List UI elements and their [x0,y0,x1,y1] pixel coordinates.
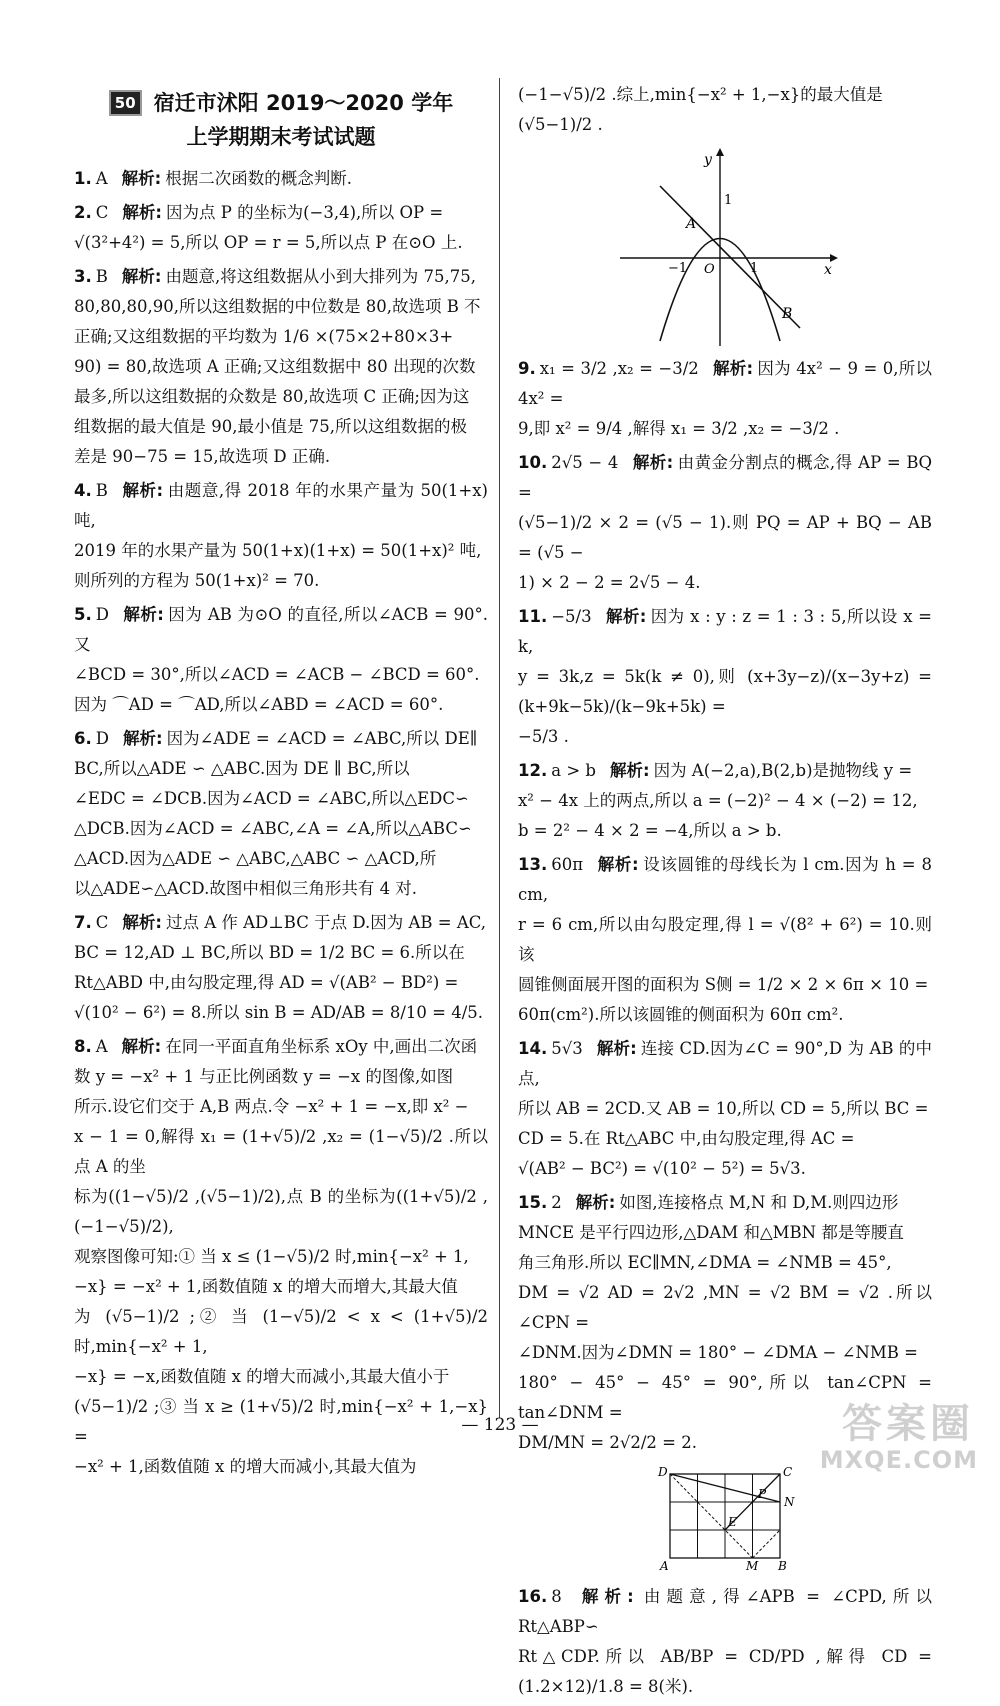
watermark-text-2: MXQE.COM [819,1446,978,1474]
answer-choice: a > b [551,761,596,780]
explanation-line: BC = 12,AD ⊥ BC,所以 BD = 1/2 BC = 6.所以在 [74,943,465,962]
explanation-line: (−1−√5)/2 .综上,min{−x² + 1,−x}的最大值是 (√5−1)/2 . [518,85,883,134]
question-number: 13. [518,855,548,874]
explanation-line: 1) × 2 − 2 = 2√5 − 4. [518,573,701,592]
explanation-line: 由题意,得∠APB = ∠CPD,所以 Rt△ABP∽ [518,1587,932,1636]
answer-choice: 2 [551,1193,562,1212]
explanation-line: −x} = −x² + 1,函数值随 x 的增大而增大,其最大值 [74,1277,458,1296]
explanation-line: 过点 A 作 AD⊥BC 于点 D.因为 AB = AC, [165,913,487,932]
jiexi-label: 解析: [609,761,650,780]
explanation-line: 因为∠ADE = ∠ACD = ∠ABC,所以 DE∥ [166,729,478,748]
explanation-line: √(AB² − BC²) = √(10² − 5²) = 5√3. [518,1159,806,1178]
explanation-line: DM/MN = 2√2/2 = 2. [518,1433,697,1452]
grid-label-A: A [660,1559,669,1573]
question-number: 8. [74,1037,92,1056]
answer-choice: C [95,913,109,932]
explanation-line: ∠BCD = 30°,所以∠ACD = ∠ACB − ∠BCD = 60°. [74,665,480,684]
explanation-line: (√5−1)/2 ;③ 当 x ≥ (1+√5)/2 时,min{−x² + 1,−x} = [74,1397,488,1446]
grid-label-E: E [728,1515,737,1529]
answer-item [518,850,932,1030]
jiexi-label: 解析: [122,203,162,222]
explanation-line: 60π(cm²).所以该圆锥的侧面积为 60π cm². [518,1005,844,1024]
explanation-line: 圆锥侧面展开图的面积为 S侧 = 1/2 × 2 × 6π × 10 = [518,975,929,994]
answer-item [518,1034,932,1184]
grid-label-D: D [658,1465,668,1479]
explanation-line: √(10² − 6²) = 8.所以 sin B = AD/AB = 8/10 = 4/5. [74,1003,484,1022]
answer-choice: 8 [551,1587,562,1606]
right-answer-list-2 [518,1582,932,1702]
jiexi-label: 解析: [121,1037,162,1056]
explanation-line: 则所列的方程为 50(1+x)² = 70. [74,571,320,590]
jiexi-label: 解析: [575,1587,634,1606]
question-number: 10. [518,453,548,472]
explanation-line: r = 6 cm,所以由勾股定理,得 l = √(8² + 6²) = 10.则该 [518,915,932,964]
jiexi-label: 解析: [605,607,647,626]
explanation-line: 为 (√5−1)/2 ;② 当 (1−√5)/2 < x < (1+√5)/2 时,min{−x² + 1, [74,1307,488,1356]
answer-item [518,756,932,846]
jiexi-label: 解析: [632,453,674,472]
question-number: 16. [518,1587,548,1606]
explanation-line: 角三角形.所以 EC∥MN,∠DMA = ∠NMB = 45°, [518,1253,892,1272]
jiexi-label: 解析: [712,359,754,378]
explanation-line: 80,80,80,90,所以这组数据的中位数是 80,故选项 B 不 [74,297,481,316]
explanation-line: 90) = 80,故选项 A 正确;又这组数据中 80 出现的次数 [74,357,476,376]
question-number: 3. [74,267,92,286]
grid-label-P: P [758,1487,767,1501]
answer-item [74,600,488,720]
answer-item [518,354,932,444]
answer-choice: C [95,203,109,222]
answer-choice: B [95,267,108,286]
answer-choice: A [95,1037,108,1056]
explanation-line: CD = 5.在 Rt△ABC 中,由勾股定理,得 AC = [518,1129,855,1148]
jiexi-label: 解析: [121,481,164,500]
answer-choice: −5/3 [551,607,592,626]
explanation-line: (√5−1)/2 × 2 = (√5 − 1).则 PQ = AP + BQ − AB = (√5 − [518,513,932,562]
right-answer-list [518,354,932,1458]
explanation-line: √(3²+4²) = 5,所以 OP = r = 5,所以点 P 在⊙O 上. [74,233,463,252]
page-number: — 123 — [461,1415,539,1435]
q8-continuation [518,80,932,140]
question-number: 4. [74,481,92,500]
explanation-line: 由题意,得 2018 年的水果产量为 50(1+x)吨, [74,481,488,530]
explanation-line: 因为 x : y : z = 1 : 3 : 5,所以设 x = k, [518,607,932,656]
grid-label-B: B [778,1559,787,1573]
explanation-line: 9,即 x² = 9/4 ,解得 x₁ = 3/2 ,x₂ = −3/2 . [518,419,840,438]
explanation-line: y = 3k,z = 5k(k ≠ 0),则 (x+3y−z)/(x−3y+z) = (k+9k−5k)/(k−9k+5k) = [518,667,932,716]
explanation-line: 因为 ⌒AD = ⌒AD,所以∠ABD = ∠ACD = 60°. [74,695,444,714]
question-number: 1. [74,169,92,188]
explanation-line: 最多,所以这组数据的众数是 80,故选项 C 正确;因为这 [74,387,470,406]
jiexi-label: 解析: [575,1193,616,1212]
question-number: 12. [518,761,548,780]
explanation-line: −5/3 . [518,727,569,746]
grid-label-C: C [783,1465,793,1479]
explanation-line: 180° − 45° − 45° = 90°,所以 tan∠CPN = tan∠DNM = [518,1373,932,1422]
question-number: 15. [518,1193,548,1212]
graph-label-x: x [824,262,832,278]
column-divider [499,78,500,1418]
jiexi-label: 解析: [596,1039,637,1058]
explanation-line: −x² + 1,函数值随 x 的增大而减小,其最大值为 [74,1457,417,1476]
explanation-line: DM = √2 AD = 2√2 ,MN = √2 BM = √2 .所以∠CPN = [518,1283,932,1332]
title-line-1: 宿迁市沭阳 2019～2020 学年 [153,91,454,115]
answer-choice: 5√3 [551,1039,583,1058]
answer-choice: A [95,169,108,188]
explanation-line: 观察图像可知:① 当 x ≤ (1−√5)/2 时,min{−x² + 1, [74,1247,469,1266]
explanation-line: x² − 4x 上的两点,所以 a = (−2)² − 4 × (−2) = 12, [518,791,918,810]
explanation-line: ∠DNM.因为∠DMN = 180° − ∠DMA − ∠NMB = [518,1343,918,1362]
explanation-line: 连接 CD.因为∠C = 90°,D 为 AB 的中点, [518,1039,932,1088]
watermark-logo [812,1392,982,1484]
answer-choice: D [95,605,109,624]
q8-graph-figure [610,146,840,346]
graph-label-A: A [686,216,697,232]
answer-item [518,448,932,598]
explanation-line: 如图,连接格点 M,N 和 D,M.则四边形 [619,1193,899,1212]
explanation-line: 因为 AB 为⊙O 的直径,所以∠ACB = 90°.又 [74,605,488,654]
explanation-line: 组数据的最大值是 90,最小值是 75,所以这组数据的极 [74,417,467,436]
question-number: 5. [74,605,92,624]
grid-label-N: N [784,1495,795,1509]
grid-label-M: M [746,1559,759,1573]
title-line-2: 上学期期末考试试题 [186,125,376,149]
answer-item [518,1582,932,1702]
left-answer-list [74,164,488,1482]
answer-choice: D [95,729,109,748]
explanation-line: 数 y = −x² + 1 与正比例函数 y = −x 的图像,如图 [74,1067,454,1086]
jiexi-label: 解析: [121,267,162,286]
question-number: 7. [74,913,92,932]
jiexi-label: 解析: [122,605,164,624]
exam-number-badge: 50 [109,90,142,116]
answer-choice: 60π [551,855,584,874]
explanation-line: Rt△ABD 中,由勾股定理,得 AD = √(AB² − BD²) = [74,973,459,992]
answer-item [518,602,932,752]
graph-label-one-right: 1 [750,261,759,276]
graph-label-B: B [782,306,793,322]
explanation-line: 因为 A(−2,a),B(2,b)是抛物线 y = [653,761,913,780]
explanation-line: 标为((1−√5)/2 ,(√5−1)/2),点 B 的坐标为((1+√5)/2 ,(−1−√5)/2), [74,1187,488,1236]
explanation-line: MNCE 是平行四边形,△DAM 和△MBN 都是等腰直 [518,1223,904,1242]
question-number: 2. [74,203,92,222]
jiexi-label: 解析: [122,729,163,748]
answer-choice: B [95,481,108,500]
explanation-line: 差是 90−75 = 15,故选项 D 正确. [74,447,331,466]
watermark-text-1: 答案圈 [842,1401,974,1447]
explanation-line: 以△ADE∽△ACD.故图中相似三角形共有 4 对. [74,879,418,898]
question-number: 6. [74,729,92,748]
answer-item [74,262,488,472]
explanation-line: 根据二次函数的概念判断. [165,169,353,188]
answer-item [74,908,488,1028]
graph-label-minus-one: −1 [668,261,688,276]
answer-choice: x₁ = 3/2 ,x₂ = −3/2 [539,359,699,378]
question-number: 9. [518,359,536,378]
explanation-line: b = 2² − 4 × 2 = −4,所以 a > b. [518,821,782,840]
explanation-line: 所以 AB = 2CD.又 AB = 10,所以 CD = 5,所以 BC = [518,1099,929,1118]
answer-item [74,724,488,904]
explanation-line: △DCB.因为∠ACD = ∠ABC,∠A = ∠A,所以△ABC∽ [74,819,472,838]
page-title [74,86,488,154]
explanation-line: 因为点 P 的坐标为(−3,4),所以 OP = [165,203,444,222]
jiexi-label: 解析: [121,169,162,188]
explanation-line: 设该圆锥的母线长为 l cm.因为 h = 8 cm, [518,855,932,904]
explanation-line: −x} = −x,函数值随 x 的增大而减小,其最大值小于 [74,1367,450,1386]
explanation-line: 2019 年的水果产量为 50(1+x)(1+x) = 50(1+x)² 吨, [74,541,482,560]
graph-label-y: y [704,152,712,168]
question-number: 11. [518,607,548,626]
explanation-line: BC,所以△ADE ∽ △ABC.因为 DE ∥ BC,所以 [74,759,410,778]
explanation-line: ∠EDC = ∠DCB.因为∠ACD = ∠ABC,所以△EDC∽ [74,789,469,808]
graph-label-origin: O [704,262,715,277]
jiexi-label: 解析: [597,855,639,874]
x-axis-arrow [830,254,838,262]
q15-grid-figure [650,1464,800,1574]
explanation-line: 所示.设它们交于 A,B 两点.令 −x² + 1 = −x,即 x² − [74,1097,469,1116]
answer-item [74,164,488,194]
explanation-line: x − 1 = 0,解得 x₁ = (1+√5)/2 ,x₂ = (1−√5)/2 .所以点 A 的坐 [74,1127,488,1176]
explanation-line: 因为 4x² − 9 = 0,所以 4x² = [518,359,932,408]
jiexi-label: 解析: [122,913,162,932]
left-column [74,80,488,1486]
graph-label-one-top: 1 [724,193,733,208]
explanation-line: 由题意,将这组数据从小到大排列为 75,75, [165,267,476,286]
explanation-line: △ACD.因为△ADE ∽ △ABC,△ABC ∽ △ACD,所 [74,849,437,868]
explanation-line: Rt△CDP.所以 AB/BP = CD/PD ,解得 CD = (1.2×12)/1.8 = 8(米). [518,1647,932,1696]
explanation-line: 由黄金分割点的概念,得 AP = BQ = [518,453,932,502]
answer-item [74,198,488,258]
answer-choice: 2√5 − 4 [551,453,619,472]
explanation-line: 正确;又这组数据的平均数为 1/6 ×(75×2+80×3+ [74,327,454,346]
answer-item [74,476,488,596]
y-axis-arrow [716,148,724,156]
question-number: 14. [518,1039,548,1058]
explanation-line: 在同一平面直角坐标系 xOy 中,画出二次函 [165,1037,478,1056]
